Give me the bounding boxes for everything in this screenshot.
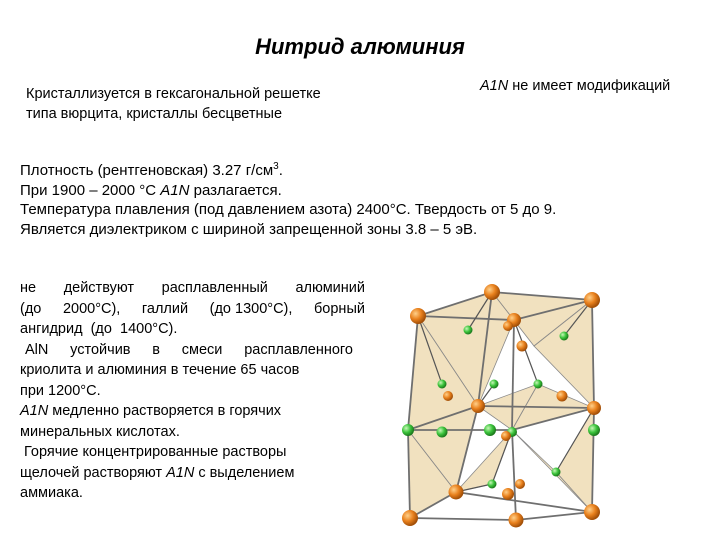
resist-word: действуют [63, 280, 135, 296]
melting-hardness-line: Температура плавления (под давлением азота) 2400°С. Твердость от 5 до 9. [20, 201, 557, 218]
wurtzite-crystal-structure-image [396, 272, 620, 539]
intro-line-1: Кристаллизуется в гексагональной решетке [26, 86, 321, 102]
resist-word: (до [20, 300, 42, 317]
modifications-note [480, 76, 715, 96]
resist-line-6: при 1200°С. [20, 382, 101, 399]
decomposition-text-b: разлагается. [189, 181, 282, 199]
resist-word: не [20, 280, 37, 296]
density-end: . [278, 162, 283, 179]
density-text: Плотность (рентгеновская) 3.27 г/см [20, 162, 274, 179]
properties-block [20, 157, 710, 239]
intro-line-2: типа вюрцита, кристаллы бесцветные [26, 106, 283, 122]
resist-line-1 [20, 278, 365, 299]
resist-word: расплавленного [244, 341, 353, 358]
decomposition-text-a: При 1900 – 2000 °С [20, 181, 161, 199]
resist-line-2 [20, 299, 365, 320]
modifications-text: не имеет модификаций [508, 78, 671, 94]
resist-line-9: Горячие концентрированные растворы [20, 444, 287, 460]
resist-line-7-text: медленно растворяется в горячих [48, 403, 282, 419]
chemical-resistance-block [20, 278, 365, 504]
resist-word: алюминий [295, 280, 365, 296]
formula-aln: A1N [480, 78, 509, 94]
resist-word: устойчив [70, 341, 131, 358]
resist-line-10-b: с выделением [194, 464, 295, 481]
resist-line-11: аммиака. [20, 485, 83, 501]
resist-word: борный [314, 300, 365, 317]
resist-line-5: криолита и алюминия в течение 65 часов [20, 362, 300, 378]
resist-word: смеси [181, 341, 223, 358]
resist-word: галлий [141, 300, 189, 317]
resist-word: (до 1300°С), [209, 300, 293, 317]
crystal-structure-icon [396, 272, 620, 534]
resist-line-7 [20, 401, 365, 422]
formula-aln: A1N [20, 403, 49, 419]
formula-aln: A1N [160, 181, 190, 199]
formula-aln: A1N [166, 464, 195, 481]
resist-word: 2000°С), [62, 300, 121, 317]
density-unit-exponent: 3 [273, 161, 279, 172]
density-line [20, 157, 710, 181]
intro-structure-text [26, 84, 386, 124]
resist-word: в [152, 341, 160, 358]
resist-line-10 [20, 463, 365, 484]
resist-line-3: ангидрид (до 1400°С). [20, 321, 178, 337]
resist-line-4 [20, 340, 365, 361]
bandgap-line: Является диэлектриком с шириной запрещенной зоны 3.8 – 5 эВ. [20, 220, 478, 238]
resist-word: AlN [25, 341, 49, 358]
resist-word: расплавленный [161, 280, 268, 296]
resist-line-10-a: щелочей растворяют [20, 464, 167, 481]
page-title: Нитрид алюминия [255, 34, 465, 59]
resist-line-8: минеральных кислотах. [20, 423, 180, 440]
decomposition-line [20, 181, 710, 201]
